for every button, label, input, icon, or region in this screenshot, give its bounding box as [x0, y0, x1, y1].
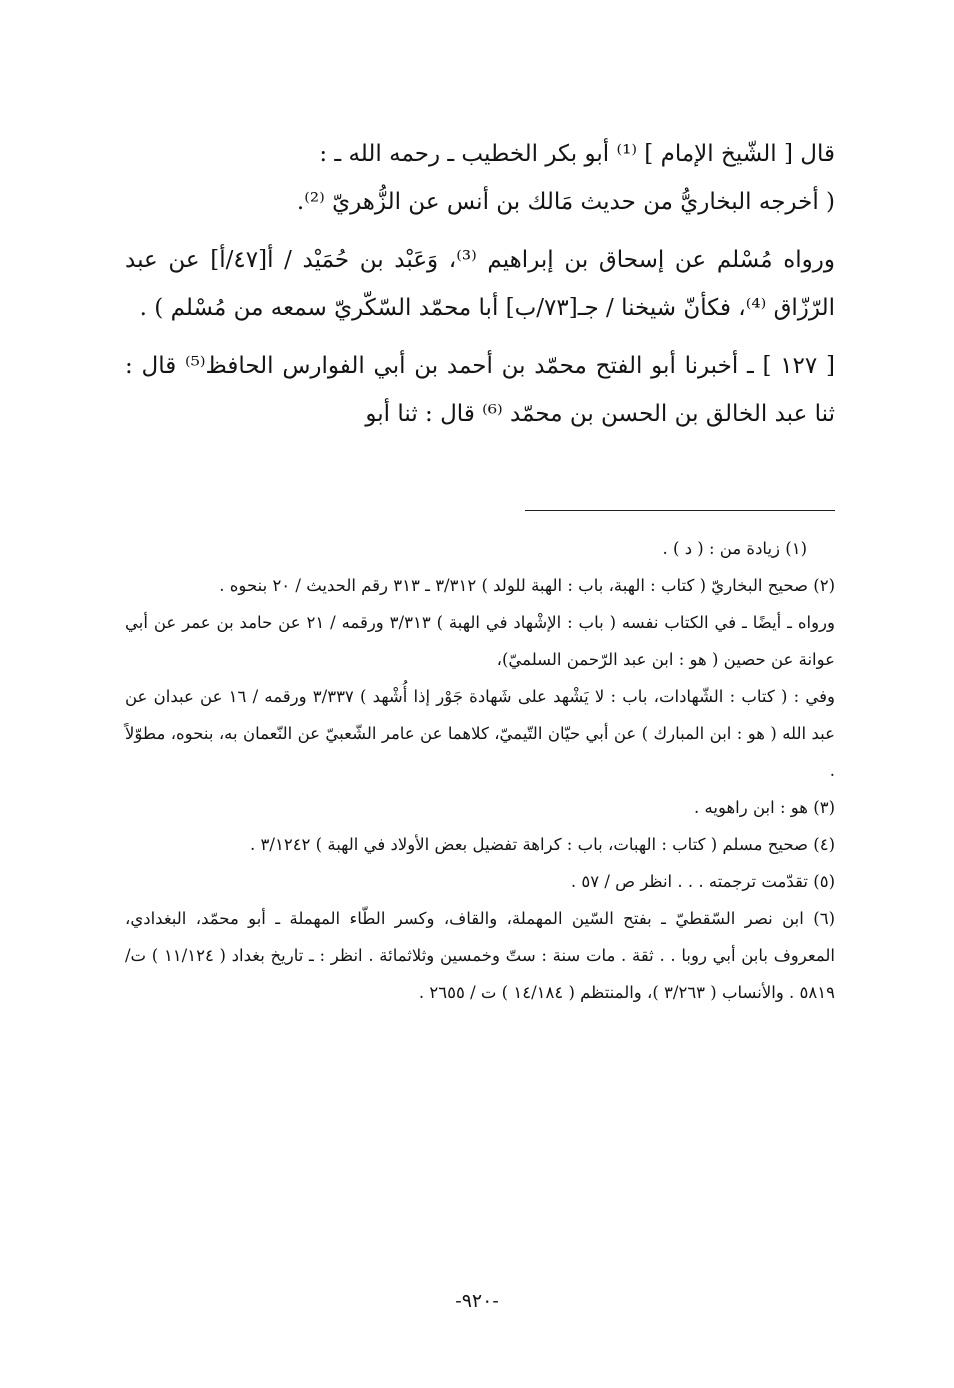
text-line-bukhari: ( أخرجه البخاريُّ من حديث مَالك بن أنس عن الزُّهريّ ⁽²⁾.: [296, 189, 835, 215]
footnote-2: (٢) صحيح البخاريّ ( كتاب : الهبة، باب : الهبة للولد ) ٣/٣١٢ ـ ٣١٣ رقم الحديث / ٢٠ بنحوه .: [219, 576, 835, 595]
footnote-divider: [525, 510, 835, 511]
footnote-2-continued-a: ورواه ـ أيضًا ـ في الكتاب نفسه ( باب : الإشْهاد في الهبة ) ٣/٣١٣ ورقمه / ٢١ عن حامد بن عمر عن أبي عوانة عن حصين ( هو : ابن عبد الرّحمن السلميّ)،: [125, 613, 835, 669]
main-text: [125, 130, 835, 438]
text-paragraph-muslim: ورواه مُسْلم عن إسحاق بن إبراهيم ⁽³⁾، وَعَبْد بن حُمَيْد / أ[٤٧/أ] عن عبد الرّزّاق ⁽⁴⁾، فكأنّ شيخنا / جـ[٧٣/ب] أبا محمّد السّكّريّ سمعه من مُسْلم ) .: [125, 247, 835, 321]
text-paragraph-hadith-127: [ ١٢٧ ] ـ أخبرنا أبو الفتح محمّد بن أحمد بن أبي الفوارس الحافظ⁽⁵⁾ قال : ثنا عبد الخالق بن الحسن بن محمّد ⁽⁶⁾ قال : ثنا أبو: [125, 353, 835, 427]
footnote-5: (٥) تقدّمت ترجمته . . . انظر ص / ٥٧ .: [570, 872, 835, 891]
page-number: -٩٢٠-: [455, 1290, 499, 1312]
footnote-4: (٤) صحيح مسلم ( كتاب : الهبات، باب : كراهة تفضيل بعض الأولاد في الهبة ) ٣/١٢٤٢ .: [250, 835, 835, 854]
footnotes: [125, 530, 835, 1011]
footnote-2-continued-b: وفي : ( كتاب : الشّهادات، باب : لا يَشْهد على شَهادة جَوْر إذا أُشْهد ) ٣/٣٣٧ ورقمه / ١٦ عن عبدان عن عبد الله ( هو : ابن المبارك ) عن أبي حيّان التّيميّ، كلاهما عن عامر الشّعبيّ عن النّعمان به، بنحوه، مطوّلاً .: [125, 687, 836, 780]
footnote-1: (١) زيادة من : ( د ) .: [662, 539, 807, 558]
footnote-6: (٦) ابن نصر السّقطيّ ـ بفتح السّين المهملة، والقاف، وكسر الطّاء المهملة ـ أبو محمّد، البغدادي، المعروف بابن أبي روبا . . ثقة . مات سنة : ستّ وخمسين وثلاثمائة . انظر : ـ تاريخ بغداد ( ١١/١٢٤ ) ت/ ٥٨١٩ . والأنساب ( ٣/٢٦٣ )، والمنتظم ( ١٤/١٨٤ ) ت / ٢٦٥٥ .: [125, 909, 835, 1002]
text-line-opening: قال [ الشّيخ الإمام ] ⁽¹⁾ أبو بكر الخطيب ـ رحمه الله ـ :: [319, 141, 835, 167]
footnote-3: (٣) هو : ابن راهويه .: [694, 798, 835, 817]
